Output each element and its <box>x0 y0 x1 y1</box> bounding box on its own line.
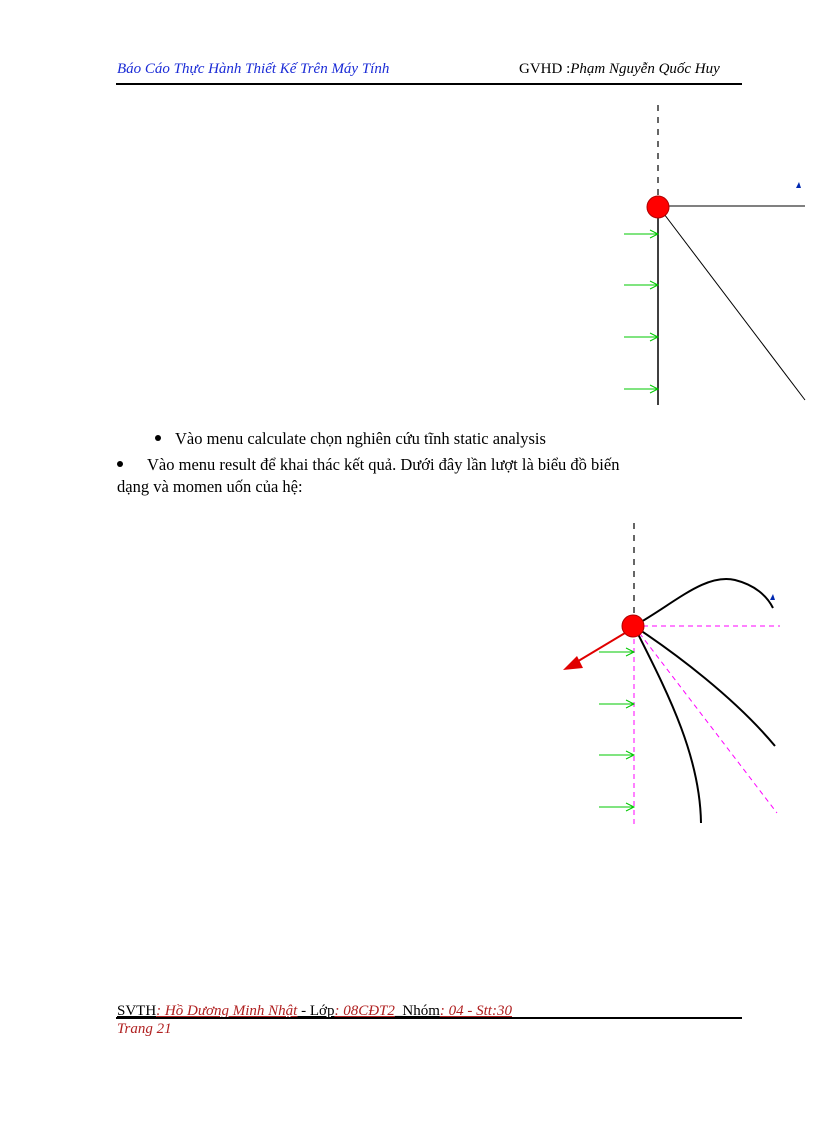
group-label: _Nhóm <box>394 1003 440 1019</box>
header-rule <box>116 83 742 85</box>
bullet-calculate-text: Vào menu calculate chọn nghiên cứu tĩnh static analysis <box>175 429 546 448</box>
corner-mark <box>770 594 775 600</box>
svth-label: SVTH <box>117 1003 157 1019</box>
instructor-name: Phạm Nguyễn Quốc Huy <box>570 61 720 77</box>
diagonal-member <box>658 206 805 400</box>
instructor-label: GVHD : <box>519 61 571 77</box>
class-value: : 08CĐT2 <box>334 1003 395 1019</box>
bullet-dot-icon <box>117 461 123 467</box>
deformed-diagonal <box>634 626 777 813</box>
bullet-calculate <box>155 429 546 449</box>
class-label: - Lớp <box>297 1003 335 1019</box>
load-arrows <box>624 230 658 393</box>
bullet-result-continued: dạng và momen uốn của hệ: <box>117 477 303 496</box>
load-arrows <box>599 648 634 811</box>
deformation-moment-figure <box>555 518 790 833</box>
bullet-result <box>117 455 619 475</box>
reaction-arrow <box>563 630 630 670</box>
group-value: : 04 - Stt:30 <box>439 1003 512 1019</box>
corner-mark <box>796 182 801 188</box>
footer-rule <box>116 1017 742 1019</box>
page-number: Trang 21 <box>117 1021 172 1037</box>
header-title: Báo Cáo Thực Hành Thiết Kế Trên Máy Tính <box>117 61 390 77</box>
node-joint <box>647 196 669 218</box>
node-joint <box>622 615 644 637</box>
student-name: : Hồ Dương Minh Nhật <box>156 1003 298 1019</box>
header-instructor <box>519 61 720 78</box>
bullet-result-text: Vào menu result để khai thác kết quả. Dưới đây lần lượt là biểu đồ biến <box>147 455 620 474</box>
bullet-dot-icon <box>155 435 161 441</box>
structure-model-figure <box>600 100 810 410</box>
moment-curves <box>634 579 775 823</box>
